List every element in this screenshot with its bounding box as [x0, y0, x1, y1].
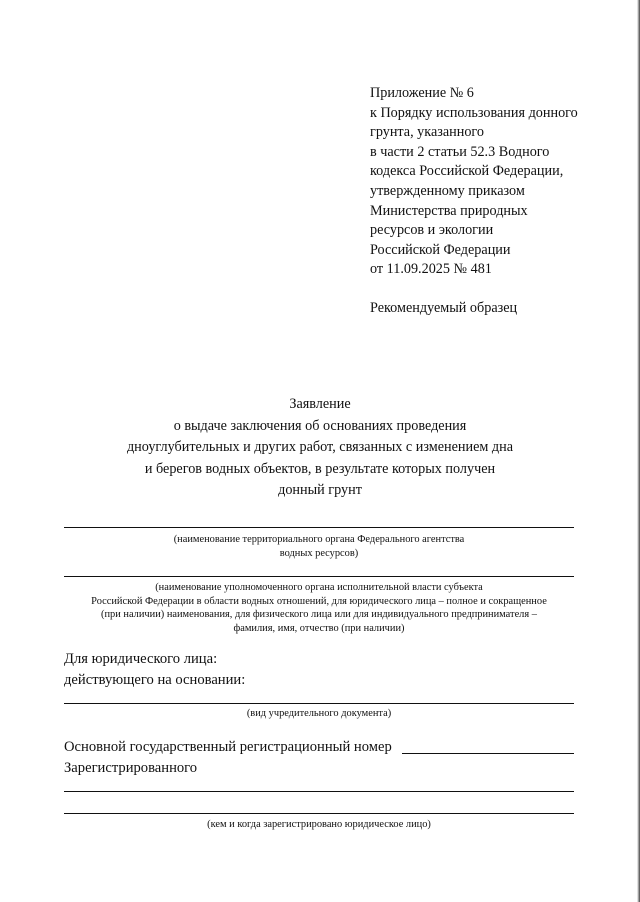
registration-field-line-2[interactable] — [64, 813, 574, 814]
registration-caption — [64, 818, 574, 832]
caption-line: водных ресурсов) — [279, 547, 359, 559]
ogrn-field-line[interactable] — [402, 753, 574, 754]
founding-document-field-line[interactable] — [64, 703, 574, 704]
appendix-line: ресурсов и экологии — [370, 222, 494, 239]
appendix-line: Министерства природных — [370, 202, 528, 219]
caption-line: (кем и когда зарегистрировано юридическое лицо) — [207, 819, 431, 830]
appendix-line: утвержденному приказом — [370, 182, 525, 199]
title-line: дноуглубительных и других работ, связанных с изменением дна — [126, 439, 514, 456]
appendix-line: грунта, указанного — [370, 124, 484, 141]
authorized-body-caption — [64, 581, 574, 635]
founding-document-caption — [64, 707, 574, 721]
recommended-sample-label: Рекомендуемый образец — [370, 300, 518, 316]
caption-line: (наименование территориального органа Федерального агентства — [173, 534, 465, 545]
document-title — [60, 394, 580, 502]
caption-line: (при наличии) наименования, для физического лица или для индивидуального предпринимателя – — [101, 609, 537, 621]
appendix-line: к Порядку использования донного — [370, 104, 578, 121]
legal-entity-label: Для юридического лица: — [64, 651, 218, 667]
appendix-line: в части 2 статьи 52.3 Водного — [370, 143, 550, 160]
title-line: Заявление — [289, 396, 351, 412]
appendix-line: от 11.09.2025 № 481 — [370, 261, 492, 278]
territorial-body-caption — [64, 533, 574, 560]
authorized-body-field-line[interactable] — [64, 576, 574, 577]
appendix-line: кодекса Российской Федерации, — [370, 163, 564, 180]
territorial-body-field-line[interactable] — [64, 527, 574, 528]
registered-label: Зарегистрированного — [64, 760, 198, 776]
caption-line: Российской Федерации в области водных отношений, для юридического лица – полное и сокращенное — [91, 595, 547, 607]
registration-field-line-1[interactable] — [64, 791, 574, 792]
title-line: о выдаче заключения об основаниях проведения — [173, 417, 467, 434]
title-line: и берегов водных объектов, в результате которых получен — [144, 460, 496, 477]
caption-line: фамилия, имя, отчество (при наличии) — [233, 622, 405, 634]
ogrn-label: Основной государственный регистрационный номер — [64, 739, 392, 755]
appendix-block — [370, 84, 620, 280]
title-line: донный грунт — [278, 482, 362, 499]
appendix-line: Российской Федерации — [370, 241, 511, 258]
appendix-line: Приложение № 6 — [370, 85, 474, 101]
caption-line: (вид учредительного документа) — [246, 708, 392, 719]
acting-basis-label: действующего на основании: — [64, 672, 246, 688]
caption-line: (наименование уполномоченного органа исполнительной власти субъекта — [155, 582, 483, 593]
